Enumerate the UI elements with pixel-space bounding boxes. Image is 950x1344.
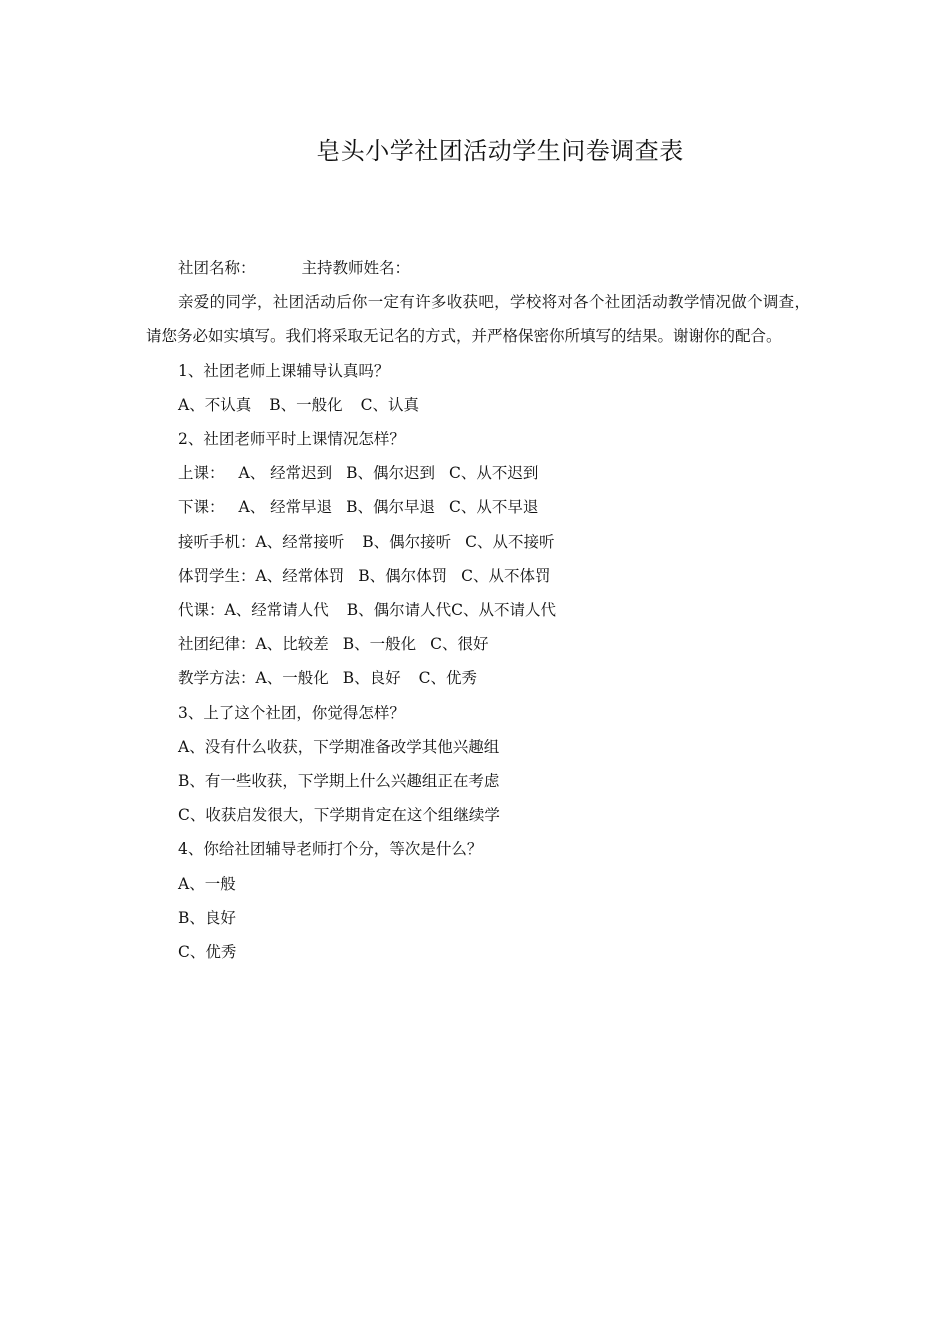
q2-item-discipline	[146, 627, 810, 661]
document-title: 皂头小学社团活动学生问卷调查表	[316, 137, 684, 165]
question-1: 1、社团老师上课辅导认真吗？	[178, 361, 390, 380]
intro-paragraph: 亲爱的同学，社团活动后你一定有许多收获吧，学校将对各个社团活动教学情况做个调查，请您务必如实填写。我们将采取无记名的方式，并严格保密你所填写的结果。谢谢你的配合。	[146, 293, 810, 346]
question-4: 4、你给社团辅导老师打个分，等次是什么？	[178, 840, 483, 859]
option-c: C、从不迟到	[449, 464, 539, 483]
option-b: B、一般化	[342, 635, 417, 654]
document-body	[146, 251, 810, 969]
q4-option-a: A、一般	[178, 874, 236, 893]
option-a: A、 经常迟到	[238, 464, 333, 483]
question-1-options	[146, 388, 810, 422]
club-name-label: 社团名称：	[178, 259, 256, 277]
q3-option-b: B、有一些收获，下学期上什么兴趣组正在考虑	[178, 772, 500, 791]
option-b: B、偶尔体罚	[358, 566, 448, 585]
q2-item-class-start	[146, 456, 810, 490]
q3-option-a: A、没有什么收获，下学期准备改学其他兴趣组	[178, 737, 500, 756]
q2-item-class-end	[146, 490, 810, 524]
item-label: 下课：	[178, 498, 225, 517]
q2-item-punishment	[146, 559, 810, 593]
option-a: A、经常请人代	[224, 601, 329, 620]
option-c: C、从不接听	[465, 532, 555, 551]
option-a: A、经常体罚	[255, 566, 345, 585]
header-fields	[146, 251, 810, 285]
teacher-name-label: 主持教师姓名：	[301, 259, 411, 277]
option-a: A、不认真	[178, 395, 252, 414]
item-label: 上课：	[178, 464, 225, 483]
question-2: 2、社团老师平时上课情况怎样？	[178, 430, 405, 449]
option-b: B、良好	[342, 669, 401, 688]
option-c: C、从不体罚	[461, 566, 551, 585]
q4-option-b: B、良好	[178, 908, 236, 927]
item-label: 接听手机：	[178, 532, 256, 551]
option-a: A、 经常早退	[238, 498, 333, 517]
option-a: A、经常接听	[255, 532, 345, 551]
option-c: C、认真	[360, 395, 419, 414]
q2-item-method	[146, 661, 810, 695]
option-c: C、优秀	[418, 669, 477, 688]
option-b: B、偶尔请人代	[346, 601, 452, 620]
option-a: A、比较差	[255, 635, 329, 654]
item-label: 社团纪律：	[178, 635, 256, 654]
option-c: C、从不早退	[449, 498, 539, 517]
option-b: B、一般化	[269, 395, 343, 414]
option-a: A、一般化	[255, 669, 329, 688]
option-b: B、偶尔接听	[362, 532, 452, 551]
item-label: 代课：	[178, 601, 225, 620]
option-b: B、偶尔迟到	[346, 464, 436, 483]
item-label: 体罚学生：	[178, 566, 256, 585]
question-3: 3、上了这个社团，你觉得怎样？	[178, 703, 405, 722]
q2-item-substitute	[146, 593, 810, 627]
option-c: C、从不请人代	[451, 601, 556, 620]
q4-option-c: C、优秀	[178, 943, 237, 962]
q2-item-phone	[146, 525, 810, 559]
option-b: B、偶尔早退	[346, 498, 436, 517]
q3-option-c: C、收获启发很大，下学期肯定在这个组继续学	[178, 806, 500, 825]
option-c: C、很好	[430, 635, 489, 654]
item-label: 教学方法：	[178, 669, 256, 688]
